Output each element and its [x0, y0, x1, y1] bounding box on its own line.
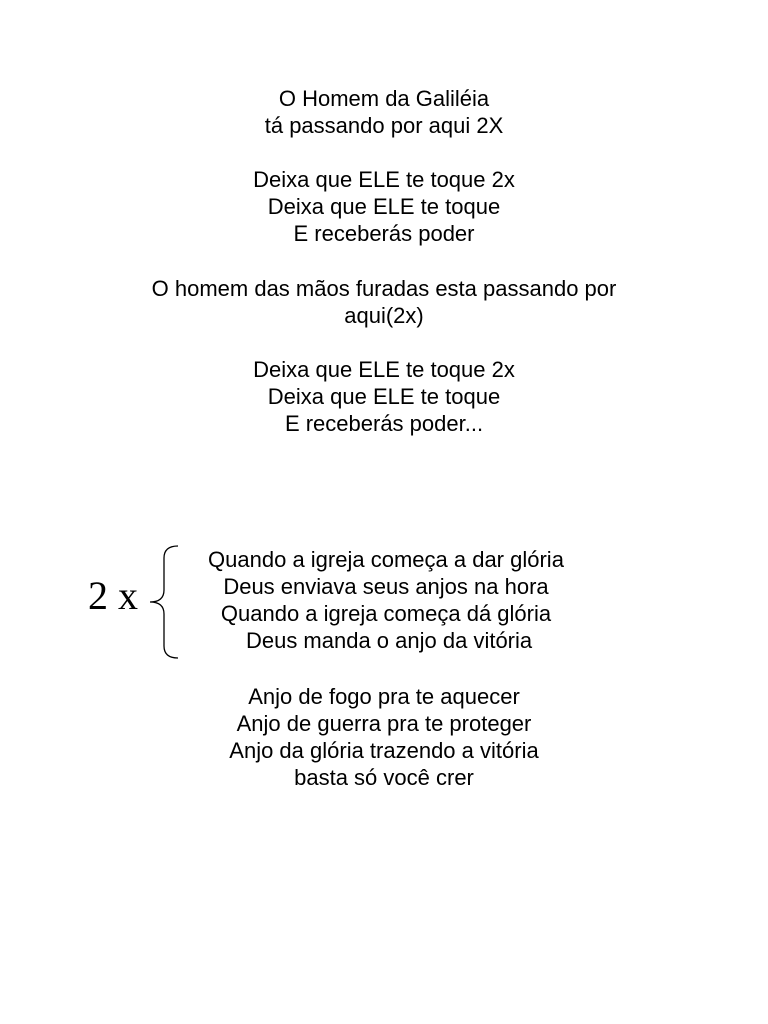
lyric-line: O Homem da Galiléia	[278, 86, 490, 111]
lyric-line: Anjo de fogo pra te aquecer	[248, 684, 520, 709]
lyric-line: basta só você crer	[294, 765, 474, 790]
lyric-line: Anjo de guerra pra te proteger	[236, 711, 532, 736]
final-stanza	[0, 683, 768, 791]
chorus	[176, 546, 596, 654]
stanza-3	[0, 275, 768, 329]
lyric-line: E receberás poder...	[284, 411, 484, 436]
lyric-line: Quando a igreja começa dá glória	[220, 601, 552, 626]
stanza-1	[0, 85, 768, 139]
lyric-line: Deixa que ELE te toque 2x	[253, 167, 515, 192]
lyric-line: Quando a igreja começa a dar glória	[208, 547, 564, 572]
lyric-line: Deus enviava seus anjos na hora	[223, 574, 549, 599]
lyric-line: E receberás poder	[293, 221, 475, 246]
lyric-line: Deus manda o anjo da vitória	[239, 628, 533, 653]
lyric-line: Deixa que ELE te toque	[267, 194, 501, 219]
lyric-line: Anjo da glória trazendo a vitória	[229, 738, 539, 763]
lyric-line: aqui(2x)	[344, 303, 424, 328]
stanza-2	[0, 166, 768, 247]
lyric-line: O homem das mãos furadas esta passando por	[151, 276, 617, 301]
stanza-4	[0, 356, 768, 437]
repeat-marker: 2 x	[88, 573, 138, 618]
lyric-line: tá passando por aqui 2X	[264, 113, 504, 138]
lyric-line: Deixa que ELE te toque 2x	[253, 357, 515, 382]
lyric-line: Deixa que ELE te toque	[267, 384, 501, 409]
